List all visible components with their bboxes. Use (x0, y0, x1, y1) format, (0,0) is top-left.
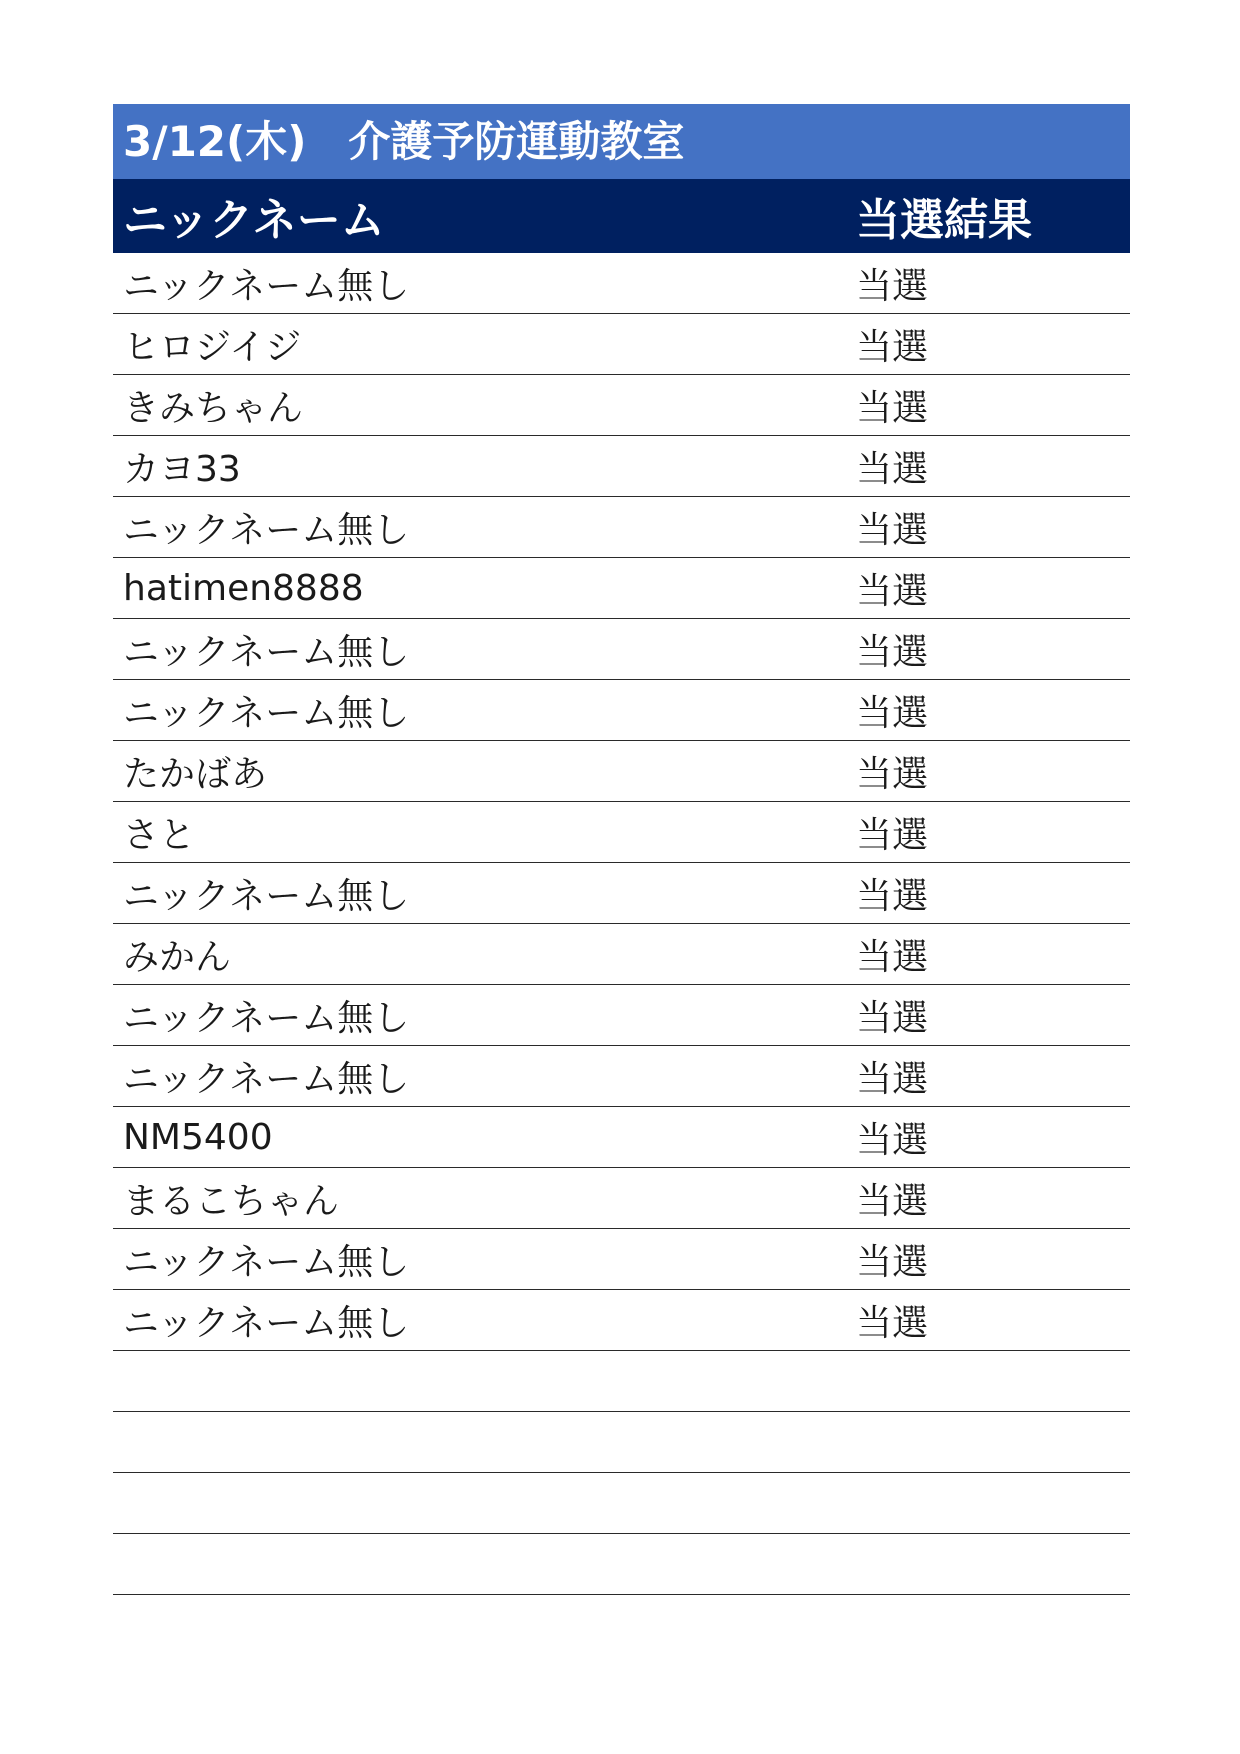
table-row (113, 1229, 1130, 1290)
cell-result: 当選 (856, 814, 929, 856)
cell-result: 当選 (856, 631, 929, 673)
cell-nickname: ニックネーム無し (123, 1241, 410, 1283)
sheet-title: 3/12(木) 介護予防運動教室 (113, 104, 1130, 179)
cell-result: 当選 (856, 387, 929, 429)
cell-nickname: きみちゃん (123, 387, 304, 429)
cell-nickname: みかん (123, 936, 232, 978)
cell-result: 当選 (856, 509, 929, 551)
table-row (113, 1046, 1130, 1107)
cell-result: 当選 (856, 1241, 929, 1283)
cell-result: 当選 (856, 875, 929, 917)
table-row (113, 863, 1130, 924)
cell-nickname: さと (123, 814, 196, 856)
table-row (113, 985, 1130, 1046)
table-row (113, 1168, 1130, 1229)
table-row (113, 375, 1130, 436)
cell-nickname: ニックネーム無し (123, 631, 410, 673)
table-row (113, 497, 1130, 558)
table-row (113, 741, 1130, 802)
cell-result: 当選 (856, 936, 929, 978)
table-row (113, 558, 1130, 619)
cell-nickname: ニックネーム無し (123, 509, 410, 551)
table-row (113, 314, 1130, 375)
table-row (113, 1107, 1130, 1168)
table-row (113, 924, 1130, 985)
header-nickname: ニックネーム (123, 195, 385, 246)
cell-nickname: hatimen8888 (123, 567, 364, 609)
cell-result: 当選 (856, 753, 929, 795)
table-row (113, 1290, 1130, 1351)
cell-nickname: ヒロジイジ (123, 326, 302, 368)
table-row (113, 1534, 1130, 1595)
cell-result: 当選 (856, 692, 929, 734)
table-row (113, 253, 1130, 314)
cell-nickname: まるこちゃん (123, 1180, 340, 1222)
cell-result: 当選 (856, 997, 929, 1039)
cell-nickname: カヨ33 (123, 448, 241, 490)
table-header (113, 179, 1130, 253)
cell-result: 当選 (856, 326, 929, 368)
lottery-results-sheet (113, 104, 1130, 1595)
cell-result: 当選 (856, 448, 929, 490)
table-row (113, 436, 1130, 497)
cell-nickname: ニックネーム無し (123, 997, 410, 1039)
table-row (113, 619, 1130, 680)
cell-result: 当選 (856, 570, 929, 612)
table-row (113, 680, 1130, 741)
cell-result: 当選 (856, 1058, 929, 1100)
table-row (113, 1473, 1130, 1534)
header-result: 当選結果 (856, 195, 1032, 246)
table-row (113, 1351, 1130, 1412)
cell-result: 当選 (856, 1180, 929, 1222)
cell-nickname: ニックネーム無し (123, 1302, 410, 1344)
cell-nickname: ニックネーム無し (123, 875, 410, 917)
cell-nickname: ニックネーム無し (123, 265, 410, 307)
cell-result: 当選 (856, 1302, 929, 1344)
cell-nickname: たかばあ (123, 753, 268, 795)
cell-nickname: ニックネーム無し (123, 692, 410, 734)
cell-result: 当選 (856, 1119, 929, 1161)
table-row (113, 1412, 1130, 1473)
cell-nickname: NM5400 (123, 1116, 273, 1158)
cell-result: 当選 (856, 265, 929, 307)
table-body (113, 253, 1130, 1595)
table-row (113, 802, 1130, 863)
cell-nickname: ニックネーム無し (123, 1058, 410, 1100)
